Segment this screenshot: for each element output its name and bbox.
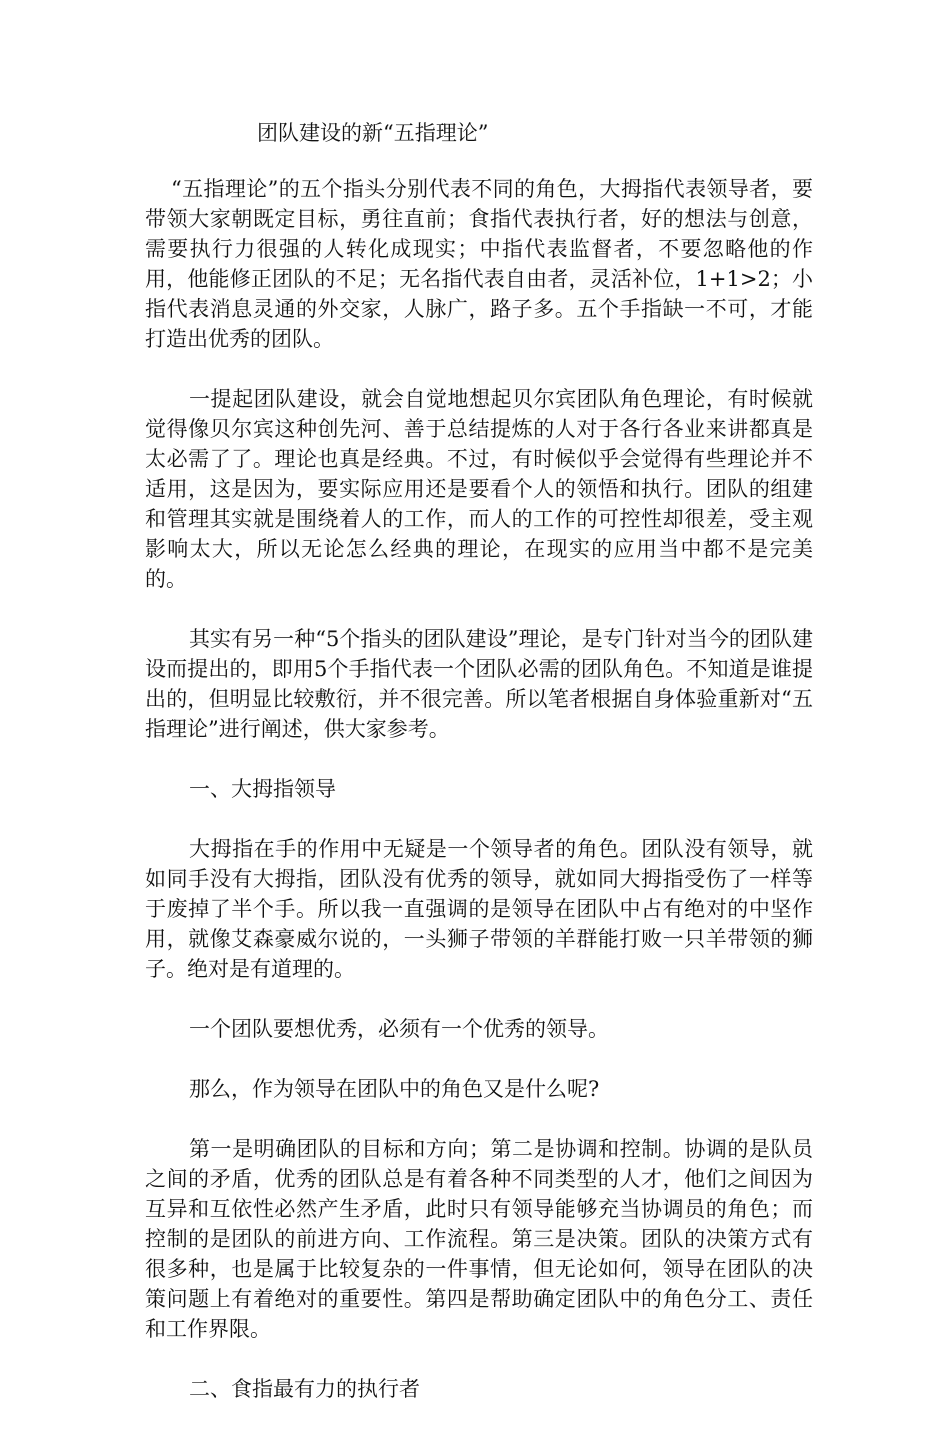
paragraph-thumb-leader: 大拇指在手的作用中无疑是一个领导者的角色。团队没有领导，就如同手没有大拇指，团队没有优秀的领导，就如同大拇指受伤了一样等于废掉了半个手。所以我一直强调的是领导在团队中占有绝对的中坚作用，就像艾森豪威尔说的，一头狮子带领的羊群能打败一只羊带领的狮子。绝对是有道理的。 (145, 837, 813, 981)
section-heading-index-finger: 二、食指最有力的执行者 (189, 1377, 420, 1401)
document-page (145, 118, 813, 1434)
paragraph-another-theory: 其实有另一种“5个指头的团队建设”理论，是专门针对当今的团队建设而提出的，即用5个手指代表一个团队必需的团队角色。不知道是谁提出的，但明显比较敷衍，并不很完善。所以笔者根据自身体验重新对“五指理论”进行阐述，供大家参考。 (145, 627, 813, 741)
paragraph-leader-duties: 第一是明确团队的目标和方向；第二是协调和控制。协调的是队员之间的矛盾，优秀的团队总是有着各种不同类型的人才，他们之间因为互异和互依性必然产生矛盾，此时只有领导能够充当协调员的角色；而控制的是团队的前进方向、工作流程。第三是决策。团队的决策方式有很多种，也是属于比较复杂的一件事情，但无论如何，领导在团队的决策问题上有着绝对的重要性。第四是帮助确定团队中的角色分工、责任和工作界限。 (145, 1137, 813, 1341)
paragraph-five-finger-theory: “五指理论”的五个指头分别代表不同的角色，大拇指代表领导者，要带领大家朝既定目标，勇往直前；食指代表执行者，好的想法与创意，需要执行力很强的人转化成现实；中指代表监督者，不要忽略他的作用，他能修正团队的不足；无名指代表自由者，灵活补位，1+1>2；小指代表消息灵通的外交家，人脉广，路子多。五个手指缺一不可，才能打造出优秀的团队。 (145, 177, 813, 351)
section-heading-thumb: 一、大拇指领导 (189, 777, 336, 801)
paragraph-excellent-leader: 一个团队要想优秀，必须有一个优秀的领导。 (189, 1017, 609, 1041)
document-title: 团队建设的新“五指理论” (257, 121, 489, 145)
paragraph-leader-role-question: 那么，作为领导在团队中的角色又是什么呢? (189, 1077, 600, 1101)
paragraph-belbin-theory: 一提起团队建设，就会自觉地想起贝尔宾团队角色理论，有时候就觉得像贝尔宾这种创先河、善于总结提炼的人对于各行各业来讲都真是太必需了了。理论也真是经典。不过，有时候似乎会觉得有些理论并不适用，这是因为，要实际应用还是要看个人的领悟和执行。团队的组建和管理其实就是围绕着人的工作，而人的工作的可控性却很差，受主观影响太大，所以无论怎么经典的理论，在现实的应用当中都不是完美的。 (145, 387, 813, 591)
